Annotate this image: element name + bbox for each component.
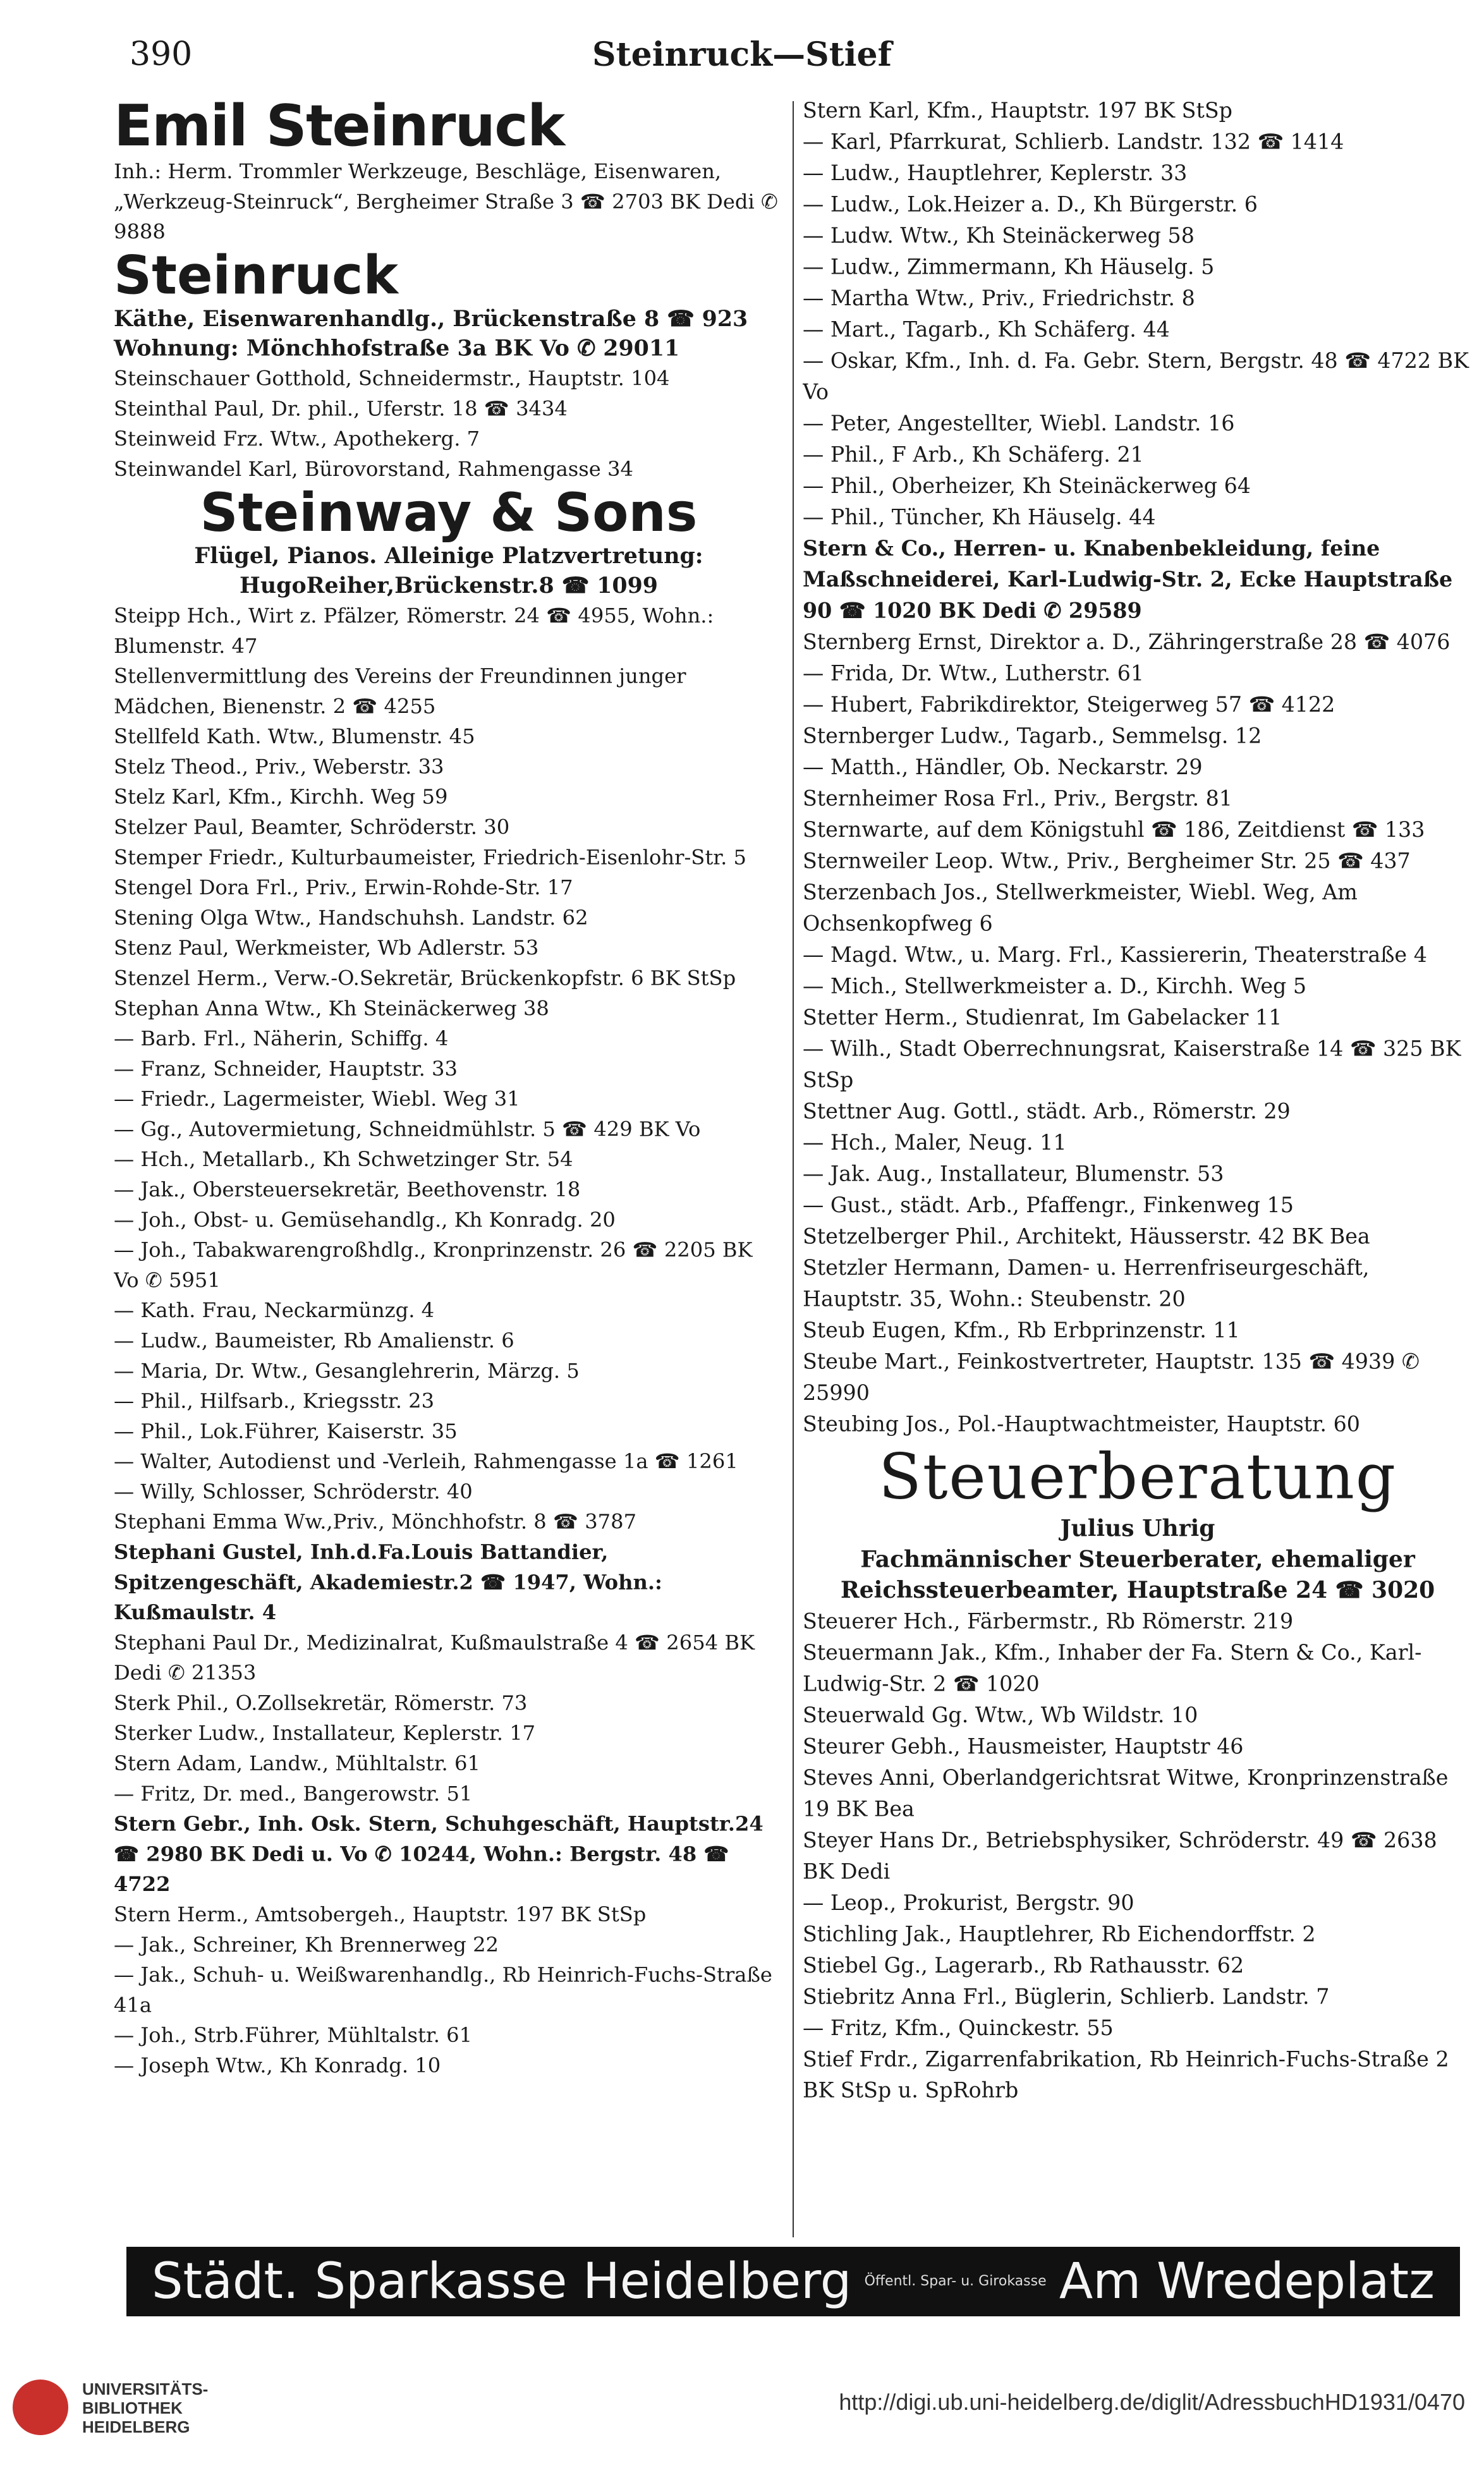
directory-entry: Stelz Theod., Priv., Weberstr. 33 (114, 755, 444, 779)
directory-entry: — Peter, Angestellter, Wiebl. Landstr. 16 (803, 411, 1235, 435)
directory-entry: Sternweiler Leop. Wtw., Priv., Bergheimer Str. 25 ☎ 437 (803, 849, 1411, 873)
directory-entry: Stenz Paul, Werkmeister, Wb Adlerstr. 53 (114, 936, 539, 960)
directory-entry: — Mich., Stellwerkmeister a. D., Kirchh. Weg 5 (803, 973, 1307, 999)
directory-entry: Stelzer Paul, Beamter, Schröderstr. 30 (114, 815, 510, 839)
directory-entry: Stephani Paul Dr., Medizinalrat, Kußmaulstraße 4 ☎ 2654 BK Dedi ✆ 21353 (114, 1631, 755, 1685)
directory-entry: — Phil., Tüncher, Kh Häuselg. 44 (803, 504, 1156, 530)
directory-entry: Stemper Friedr., Kulturbaumeister, Friedrich-Eisenlohr-Str. 5 (114, 845, 746, 870)
directory-entry: Steinschauer Gotthold, Schneidermstr., Hauptstr. 104 (114, 367, 670, 391)
directory-entry: Sterk Phil., O.Zollsekretär, Römerstr. 73 (114, 1691, 528, 1715)
directory-entry: — Ludw., Lok.Heizer a. D., Kh Bürgerstr. 6 (803, 191, 1258, 217)
directory-entry: Stephan Anna Wtw., Kh Steinäckerweg 38 (114, 996, 549, 1021)
directory-entry: — Phil., Lok.Führer, Kaiserstr. 35 (114, 1419, 458, 1444)
directory-entry: — Phil., Oberheizer, Kh Steinäckerweg 64 (803, 473, 1251, 498)
advertisement-heading: Steinruck (114, 245, 398, 307)
directory-entry: — Wilh., Stadt Oberrechnungsrat, Kaiserstraße 14 ☎ 325 BK StSp (803, 1036, 1461, 1093)
directory-entry: — Gust., städt. Arb., Pfaffengr., Finkenweg 15 (803, 1193, 1294, 1218)
directory-entry: Inh.: Herm. Trommler Werkzeuge, Beschläge, Eisenwaren, „Werkzeug-Steinruck“, Bergheimer Straße 3 ☎ 2703 BK Dedi ✆ 9888 (114, 159, 778, 244)
directory-entry: Stening Olga Wtw., Handschuhsh. Landstr. 62 (114, 906, 588, 930)
advertisement-title: Steuerberatung (879, 1440, 1397, 1513)
directory-entry: — Jak., Schreiner, Kh Brennerweg 22 (114, 1933, 499, 1957)
directory-entry: — Leop., Prokurist, Bergstr. 90 (803, 1890, 1134, 1915)
directory-entry: — Jak., Schuh- u. Weißwarenhandlg., Rb Heinrich-Fuchs-Straße 41a (114, 1962, 772, 2017)
directory-entry: Stellenvermittlung des Vereins der Freundinnen junger Mädchen, Bienenstr. 2 ☎ 4255 (114, 664, 686, 719)
directory-entry: — Joh., Strb.Führer, Mühltalstr. 61 (114, 2023, 473, 2047)
directory-entry: — Martha Wtw., Priv., Friedrichstr. 8 (803, 286, 1195, 310)
library-logo-text: UNIVERSITÄTS- BIBLIOTHEK HEIDELBERG (82, 2380, 209, 2436)
directory-entry: Stern Herm., Amtsobergeh., Hauptstr. 197 BK StSp (114, 1902, 647, 1926)
advertisement-text: Julius Uhrig (1060, 1515, 1215, 1542)
directory-entry: Steuerwald Gg. Wtw., Wb Wildstr. 10 (803, 1703, 1198, 1728)
directory-entry: — Karl, Pfarrkurat, Schlierb. Landstr. 132 ☎ 1414 (803, 129, 1344, 154)
directory-entry: Stiebritz Anna Frl., Büglerin, Schlierb. Landstr. 7 (803, 1984, 1330, 2009)
advertisement-text: Wohnung: Mönchhofstraße 3a BK Vo ✆ 29011 (114, 335, 680, 362)
directory-entry: — Ludw., Hauptlehrer, Keplerstr. 33 (803, 161, 1188, 186)
directory-entry: — Phil., F Arb., Kh Schäferg. 21 (803, 442, 1144, 467)
directory-entry: Stelz Karl, Kfm., Kirchh. Weg 59 (114, 785, 448, 809)
directory-entry: Steinthal Paul, Dr. phil., Uferstr. 18 ☎ 3434 (114, 396, 568, 421)
directory-entry: — Hch., Maler, Neug. 11 (803, 1130, 1067, 1155)
directory-entry: — Jak. Aug., Installateur, Blumenstr. 53 (803, 1161, 1224, 1186)
banner-right-text: Am Wredeplatz (1059, 2253, 1435, 2310)
directory-entry: — Walter, Autodienst und -Verleih, Rahmengasse 1a ☎ 1261 (114, 1449, 738, 1473)
directory-entry: Stichling Jak., Hauptlehrer, Rb Eichendorffstr. 2 (803, 1921, 1316, 1947)
directory-entry: Stiebel Gg., Lagerarb., Rb Rathausstr. 62 (803, 1953, 1244, 1978)
running-title: Steinruck—Stief (592, 35, 892, 74)
directory-entry: — Franz, Schneider, Hauptstr. 33 (114, 1057, 458, 1081)
directory-entry: Stern Karl, Kfm., Hauptstr. 197 BK StSp (803, 98, 1232, 123)
directory-entry: — Matth., Händler, Ob. Neckarstr. 29 (803, 755, 1203, 780)
directory-entry: Steube Mart., Feinkostvertreter, Hauptstr. 135 ☎ 4939 ✆ 25990 (803, 1349, 1420, 1405)
advertisement-heading: Steinway & Sons (200, 482, 698, 544)
directory-entry: Stetzelberger Phil., Architekt, Häusserstr. 42 BK Bea (803, 1224, 1370, 1249)
directory-entry: Sternberger Ludw., Tagarb., Semmelsg. 12 (803, 724, 1262, 748)
advertisement-heading: Emil Steinruck (114, 92, 564, 159)
directory-entry: Steipp Hch., Wirt z. Pfälzer, Römerstr. 24 ☎ 4955, Wohn.: Blumenstr. 47 (114, 604, 714, 658)
directory-entry: — Joseph Wtw., Kh Konradg. 10 (114, 2053, 441, 2077)
directory-entry: Steubing Jos., Pol.-Hauptwachtmeister, Hauptstr. 60 (803, 1411, 1360, 1437)
banner-left-text: Städt. Sparkasse Heidelberg (152, 2253, 852, 2310)
directory-entry: — Fritz, Dr. med., Bangerowstr. 51 (114, 1782, 473, 1806)
directory-entry: — Fritz, Kfm., Quinckestr. 55 (803, 2015, 1114, 2040)
directory-entry: Stephani Emma Ww.,Priv., Mönchhofstr. 8 ☎ 3787 (114, 1510, 637, 1534)
advertisement-text: Käthe, Eisenwarenhandlg., Brückenstraße 8 ☎ 923 (114, 305, 748, 332)
directory-entry: — Friedr., Lagermeister, Wiebl. Weg 31 (114, 1087, 520, 1111)
advertisement-text: Fachmännischer Steuerberater, ehemaliger Reichssteuerbeamter, Hauptstraße 24 ☎ 3020 (840, 1546, 1435, 1603)
directory-entry: Stern & Co., Herren- u. Knabenbekleidung, feine Maßschneiderei, Karl-Ludwig-Str. 2, Ecke Hauptstraße 90 ☎ 1020 BK Dedi ✆ 29589 (803, 535, 1453, 623)
directory-entry: Stern Gebr., Inh. Osk. Stern, Schuhgeschäft, Hauptstr.24 ☎ 2980 BK Dedi u. Vo ✆ 10244, Wohn.: Bergstr. 48 ☎ 4722 (114, 1811, 763, 1896)
source-url-link[interactable]: http://digi.ub.uni-heidelberg.de/diglit/AdressbuchHD1931/0470 (839, 2389, 1465, 2415)
directory-entry: Steuerer Hch., Färbermstr., Rb Römerstr. 219 (803, 1608, 1294, 1634)
page-number: 390 (130, 35, 193, 73)
directory-entry: Sternberg Ernst, Direktor a. D., Zähringerstraße 28 ☎ 4076 (803, 629, 1451, 655)
directory-entry: Sterker Ludw., Installateur, Keplerstr. 17 (114, 1721, 536, 1746)
directory-entry: Stengel Dora Frl., Priv., Erwin-Rohde-Str. 17 (114, 875, 573, 899)
library-logo-icon (13, 2380, 68, 2435)
right-column (803, 95, 1473, 2106)
banner-small-text: Öffentl. Spar- u. Girokasse (864, 2273, 1047, 2289)
directory-entry: — Magd. Wtw., u. Marg. Frl., Kassiererin, Theaterstraße 4 (803, 942, 1427, 968)
directory-entry: — Maria, Dr. Wtw., Gesanglehrerin, Märzg. 5 (114, 1359, 580, 1383)
directory-entry: Steves Anni, Oberlandgerichtsrat Witwe, Kronprinzenstraße 19 BK Bea (803, 1765, 1449, 1821)
page-footer (0, 2354, 1484, 2468)
directory-entry: — Ludw., Zimmermann, Kh Häuselg. 5 (803, 254, 1215, 279)
directory-entry: — Ludw., Baumeister, Rb Amalienstr. 6 (114, 1328, 514, 1353)
directory-entry: — Jak., Obersteuersekretär, Beethovenstr. 18 (114, 1177, 581, 1201)
directory-entry: — Barb. Frl., Näherin, Schiffg. 4 (114, 1026, 449, 1050)
directory-entry: — Joh., Tabakwarengroßhdlg., Kronprinzenstr. 26 ☎ 2205 BK Vo ✆ 5951 (114, 1238, 753, 1292)
directory-entry: Stetter Herm., Studienrat, Im Gabelacker 11 (803, 1005, 1282, 1030)
directory-entry: Stern Adam, Landw., Mühltalstr. 61 (114, 1751, 480, 1775)
directory-entry: Steinweid Frz. Wtw., Apothekerg. 7 (114, 427, 480, 451)
advertisement-text: Flügel, Pianos. Alleinige Platzvertretung: HugoReiher,Brückenstr.8 ☎ 1099 (194, 543, 703, 599)
directory-entry: — Mart., Tagarb., Kh Schäferg. 44 (803, 317, 1170, 342)
directory-entry: — Gg., Autovermietung, Schneidmühlstr. 5 ☎ 429 BK Vo (114, 1117, 701, 1141)
directory-entry: — Hubert, Fabrikdirektor, Steigerweg 57 ☎ 4122 (803, 692, 1335, 717)
directory-entry: Stief Frdr., Zigarrenfabrikation, Rb Heinrich-Fuchs-Straße 2 BK StSp u. SpRohrb (803, 2046, 1449, 2103)
sparkasse-banner (126, 2247, 1460, 2316)
directory-entry: Steuermann Jak., Kfm., Inhaber der Fa. Stern & Co., Karl-Ludwig-Str. 2 ☎ 1020 (803, 1640, 1422, 1696)
directory-entry: Steurer Gebh., Hausmeister, Hauptstr 46 (803, 1734, 1244, 1759)
directory-entry: — Hch., Metallarb., Kh Schwetzinger Str. 54 (114, 1147, 573, 1172)
directory-entry: Stetzler Hermann, Damen- u. Herrenfriseurgeschäft, Hauptstr. 35, Wohn.: Steubenstr. 20 (803, 1255, 1370, 1311)
directory-entry: — Willy, Schlosser, Schröderstr. 40 (114, 1480, 473, 1504)
directory-entry: Steinwandel Karl, Bürovorstand, Rahmengasse 34 (114, 457, 633, 481)
directory-entry: Sternheimer Rosa Frl., Priv., Bergstr. 81 (803, 786, 1232, 811)
left-column (114, 92, 784, 2081)
directory-entry: — Frida, Dr. Wtw., Lutherstr. 61 (803, 661, 1145, 686)
directory-entry: Sterzenbach Jos., Stellwerkmeister, Wiebl. Weg, Am Ochsenkopfweg 6 (803, 880, 1358, 936)
directory-entry: — Joh., Obst- u. Gemüsehandlg., Kh Konradg. 20 (114, 1208, 616, 1232)
directory-entry: Stephani Gustel, Inh.d.Fa.Louis Battandier, Spitzengeschäft, Akademiestr.2 ☎ 1947, Wohn.: Kußmaulstr. 4 (114, 1540, 662, 1624)
directory-entry: Stettner Aug. Gottl., städt. Arb., Römerstr. 29 (803, 1098, 1291, 1124)
directory-entry: Steub Eugen, Kfm., Rb Erbprinzenstr. 11 (803, 1318, 1240, 1342)
directory-entry: — Oskar, Kfm., Inh. d. Fa. Gebr. Stern, Bergstr. 48 ☎ 4722 BK Vo (803, 348, 1469, 404)
directory-entry: Stellfeld Kath. Wtw., Blumenstr. 45 (114, 724, 475, 748)
column-divider (793, 101, 794, 2237)
directory-entry: — Phil., Hilfsarb., Kriegsstr. 23 (114, 1389, 435, 1413)
directory-entry: — Ludw. Wtw., Kh Steinäckerweg 58 (803, 223, 1195, 248)
directory-entry: Steyer Hans Dr., Betriebsphysiker, Schröderstr. 49 ☎ 2638 BK Dedi (803, 1828, 1437, 1884)
directory-entry: Sternwarte, auf dem Königstuhl ☎ 186, Zeitdienst ☎ 133 (803, 817, 1425, 842)
directory-entry: — Kath. Frau, Neckarmünzg. 4 (114, 1298, 435, 1322)
directory-entry: Stenzel Herm., Verw.-O.Sekretär, Brückenkopfstr. 6 BK StSp (114, 966, 736, 990)
page-header (0, 35, 1484, 86)
